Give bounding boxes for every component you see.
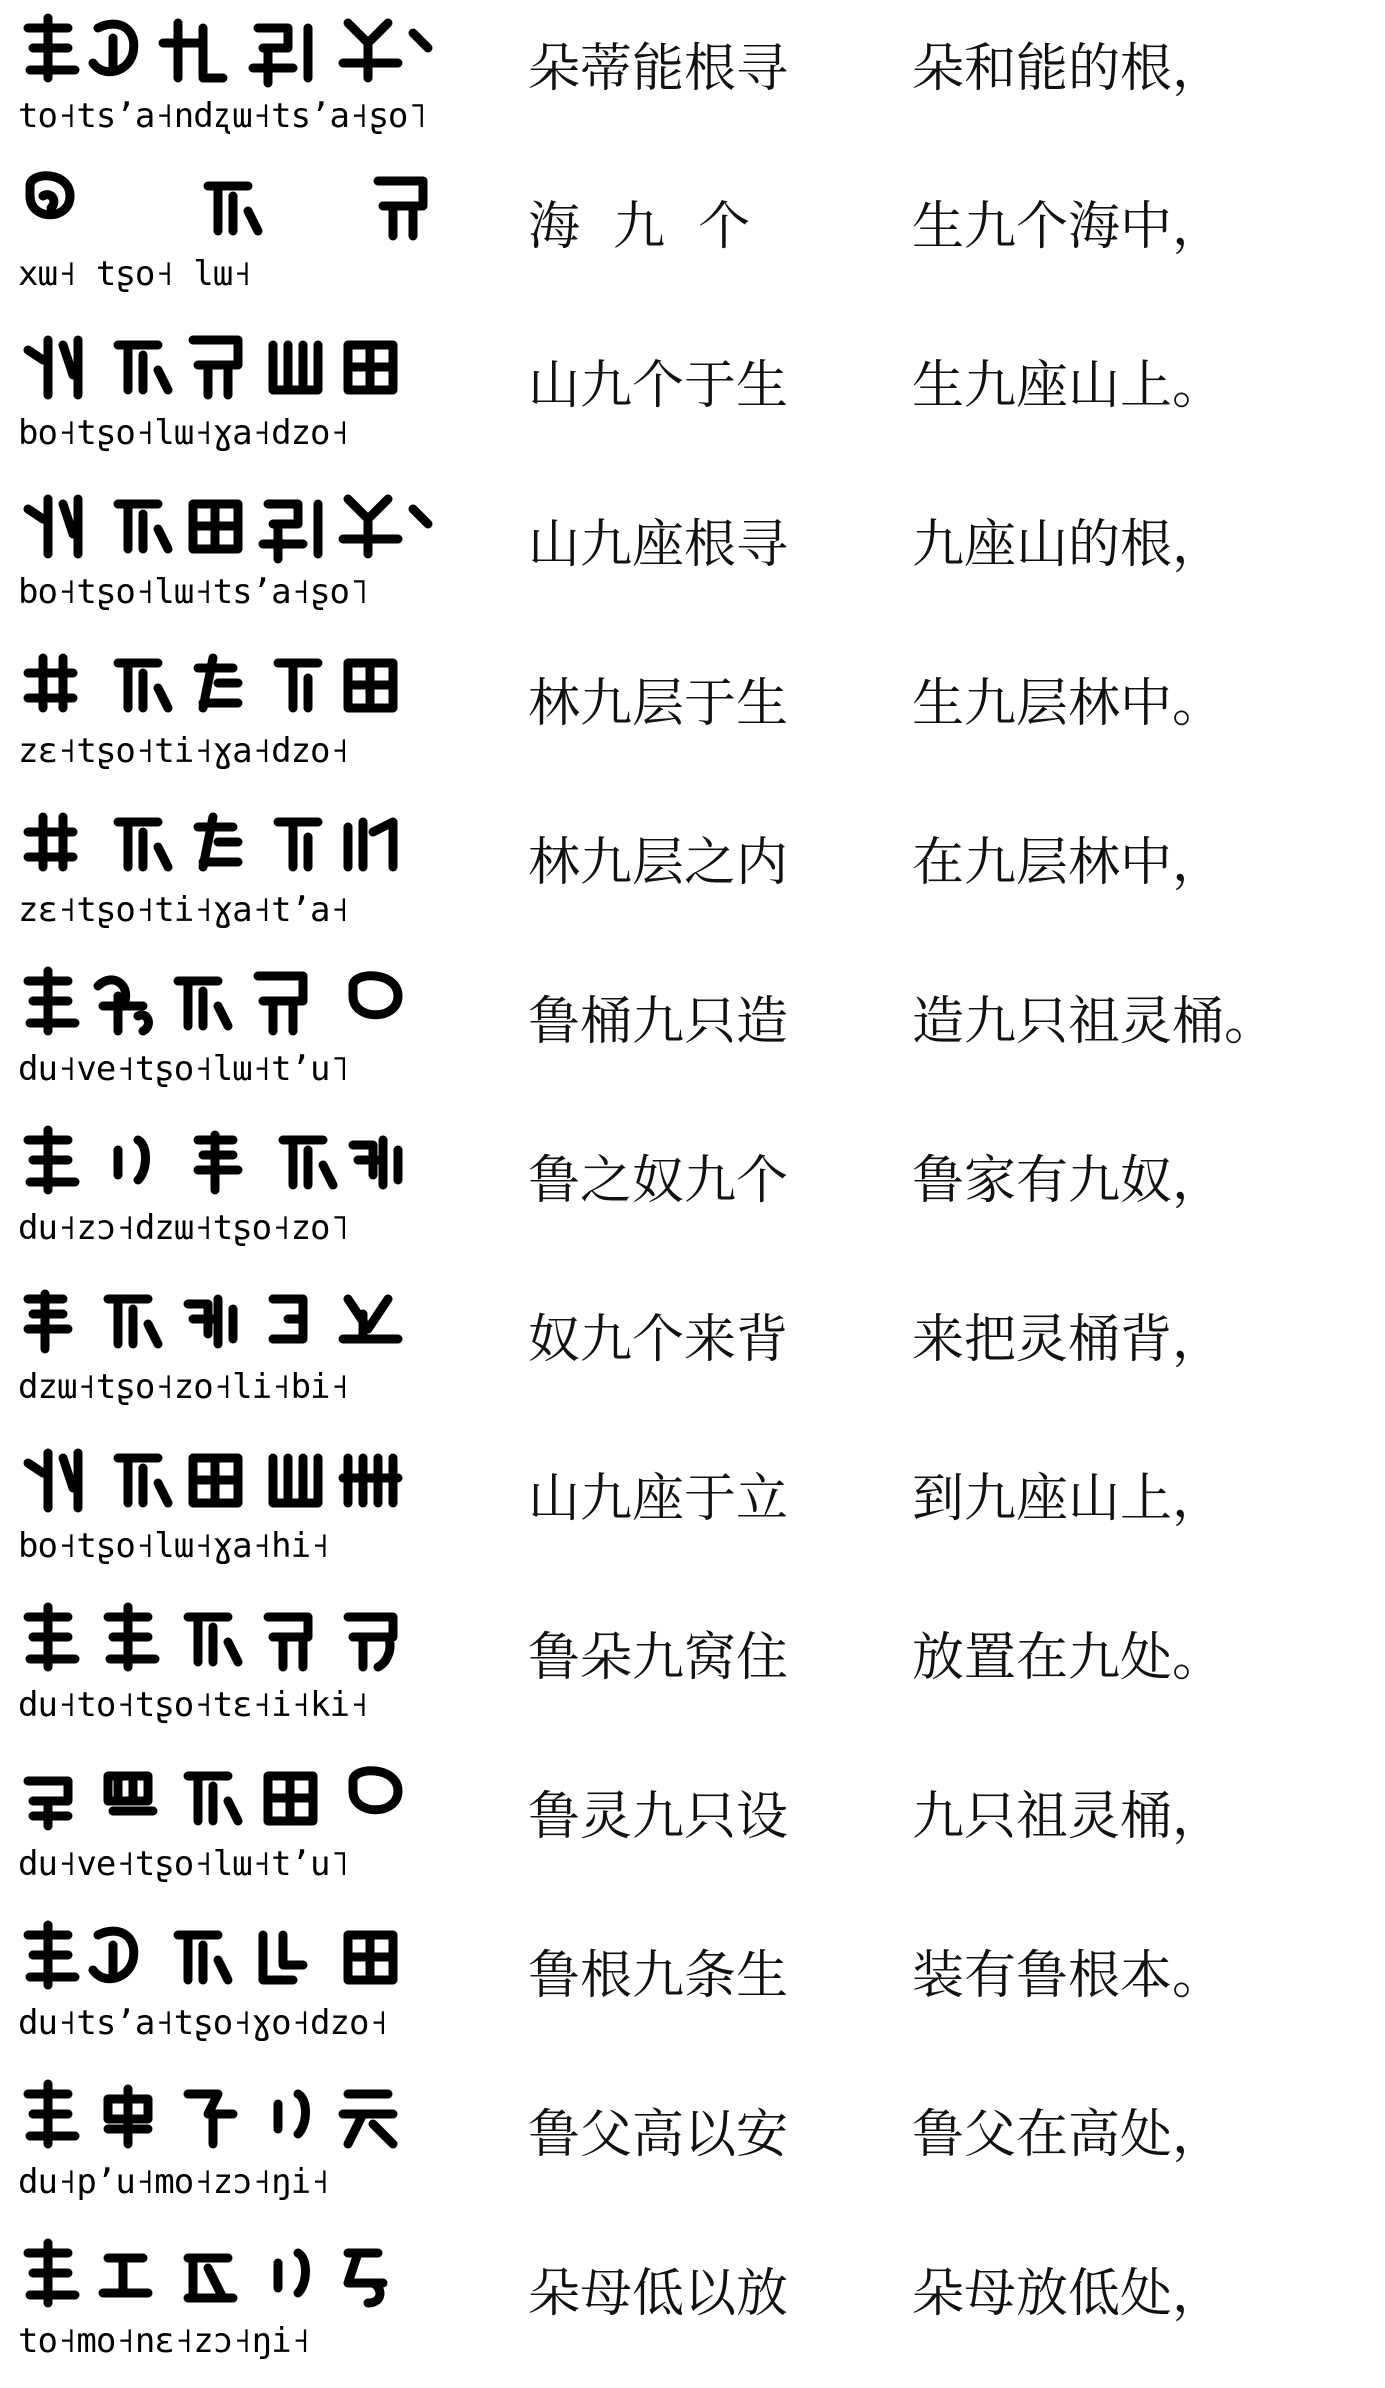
yi-glyphs-image <box>18 802 448 890</box>
yi-script-line <box>18 1915 448 2055</box>
yi-glyphs-image <box>18 325 448 413</box>
gloss-text: 鲁之奴九个 <box>528 1151 789 1211</box>
translation-text: 生九座山上。 <box>912 356 1225 416</box>
translation-text: 生九个海中， <box>912 197 1225 257</box>
yi-script-line <box>18 166 448 306</box>
yi-script-line <box>18 1120 448 1260</box>
yi-glyphs-image <box>18 2233 448 2321</box>
verse-row <box>0 635 1385 785</box>
yi-glyphs-image <box>18 2074 448 2162</box>
translation-text: 造九只祖灵桶。 <box>912 992 1277 1052</box>
romanization-text: bo˧tʂo˧lɯ˧tsʼa˧ʂo˥ <box>18 572 369 612</box>
verse-row <box>0 2066 1385 2216</box>
verse-row <box>0 0 1385 150</box>
translation-text: 来把灵桶背， <box>912 1310 1225 1370</box>
translation-text: 装有鲁根本。 <box>912 1946 1225 2006</box>
gloss-text: 鲁父高以安 <box>528 2105 789 2165</box>
romanization-text: du˧ve˧tʂo˧lɯ˧tʼu˥ <box>18 1844 349 1884</box>
gloss-text: 山九个于生 <box>528 356 789 416</box>
translation-text: 鲁家有九奴， <box>912 1151 1225 1211</box>
yi-script-line <box>18 1597 448 1737</box>
gloss-text: 奴九个来背 <box>528 1310 789 1370</box>
verse-row <box>0 2225 1385 2375</box>
translation-text: 朵和能的根， <box>912 39 1225 99</box>
romanization-text: du˧tsʼa˧tʂo˧ɣo˧dzo˧ <box>18 2003 388 2043</box>
romanization-text: du˧zɔ˧dzɯ˧tʂo˧zo˥ <box>18 1208 349 1248</box>
verse-row <box>0 953 1385 1103</box>
gloss-text: 鲁桶九只造 <box>528 992 789 1052</box>
yi-script-line <box>18 8 448 148</box>
verse-row <box>0 158 1385 308</box>
romanization-text: du˧ve˧tʂo˧lɯ˧tʼu˥ <box>18 1049 349 1089</box>
translation-text: 朵母放低处， <box>912 2264 1225 2324</box>
yi-glyphs-image <box>18 1120 448 1208</box>
romanization-text: du˧to˧tʂo˧tɛ˧i˧ki˧ <box>18 1685 369 1725</box>
yi-glyphs-image <box>18 1279 448 1367</box>
translation-text: 九座山的根， <box>912 515 1225 575</box>
yi-glyphs-image <box>18 1756 448 1844</box>
translation-text: 鲁父在高处， <box>912 2105 1225 2165</box>
romanization-text: du˧pʼu˧mo˧zɔ˧ŋi˧ <box>18 2162 330 2202</box>
yi-glyphs-image <box>18 1915 448 2003</box>
romanization-text: zɛ˧tʂo˧ti˧ɣa˧tʼa˧ <box>18 890 349 930</box>
verse-row <box>0 1271 1385 1421</box>
yi-script-line <box>18 961 448 1101</box>
translation-text: 九只祖灵桶， <box>912 1787 1225 1847</box>
gloss-text: 鲁根九条生 <box>528 1946 789 2006</box>
translation-text: 到九座山上， <box>912 1469 1225 1529</box>
romanization-text: zɛ˧tʂo˧ti˧ɣa˧dzo˧ <box>18 731 349 771</box>
gloss-text: 林九层之内 <box>528 833 789 893</box>
yi-glyphs-image <box>18 1597 448 1685</box>
romanization-text: to˧mo˧nɛ˧zɔ˧ŋi˧ <box>18 2321 311 2361</box>
yi-glyphs-image <box>18 8 448 96</box>
yi-script-line <box>18 1756 448 1896</box>
translation-text: 放置在九处。 <box>912 1628 1225 1688</box>
yi-glyphs-image <box>18 484 448 572</box>
gloss-text: 鲁朵九窝住 <box>528 1628 789 1688</box>
verse-row <box>0 1112 1385 1262</box>
gloss-text: 林九层于生 <box>528 674 789 734</box>
yi-script-line <box>18 2074 448 2214</box>
romanization-text: bo˧tʂo˧lɯ˧ɣa˧dzo˧ <box>18 413 349 453</box>
romanization-text: bo˧tʂo˧lɯ˧ɣa˧hi˧ <box>18 1526 330 1566</box>
yi-script-line <box>18 643 448 783</box>
gloss-text: 山九座于立 <box>528 1469 789 1529</box>
yi-glyphs-image <box>18 961 448 1049</box>
verse-row <box>0 794 1385 944</box>
translation-text: 生九层林中。 <box>912 674 1225 734</box>
yi-glyphs-image <box>18 643 448 731</box>
verse-row <box>0 476 1385 626</box>
translation-text: 在九层林中， <box>912 833 1225 893</box>
verse-row <box>0 1748 1385 1898</box>
verse-row <box>0 1430 1385 1580</box>
gloss-text: 朵蒂能根寻 <box>528 39 789 99</box>
verse-row <box>0 317 1385 467</box>
yi-glyphs-image <box>18 166 448 254</box>
romanization-text: to˧tsʼa˧ndʐɯ˧tsʼa˧ʂo˥ <box>18 96 427 136</box>
yi-script-line <box>18 1279 448 1419</box>
gloss-text: 海 九 个 <box>528 197 751 257</box>
yi-script-line <box>18 325 448 465</box>
verse-row <box>0 1907 1385 2057</box>
yi-script-line <box>18 2233 448 2373</box>
verse-row <box>0 1589 1385 1739</box>
yi-glyphs-image <box>18 1438 448 1526</box>
gloss-text: 朵母低以放 <box>528 2264 789 2324</box>
yi-script-line <box>18 802 448 942</box>
gloss-text: 山九座根寻 <box>528 515 789 575</box>
romanization-text: xɯ˧ tʂo˧ lɯ˧ <box>18 254 252 294</box>
yi-script-line <box>18 1438 448 1578</box>
romanization-text: dzɯ˧tʂo˧zo˧li˧bi˧ <box>18 1367 349 1407</box>
gloss-text: 鲁灵九只设 <box>528 1787 789 1847</box>
yi-script-line <box>18 484 448 624</box>
